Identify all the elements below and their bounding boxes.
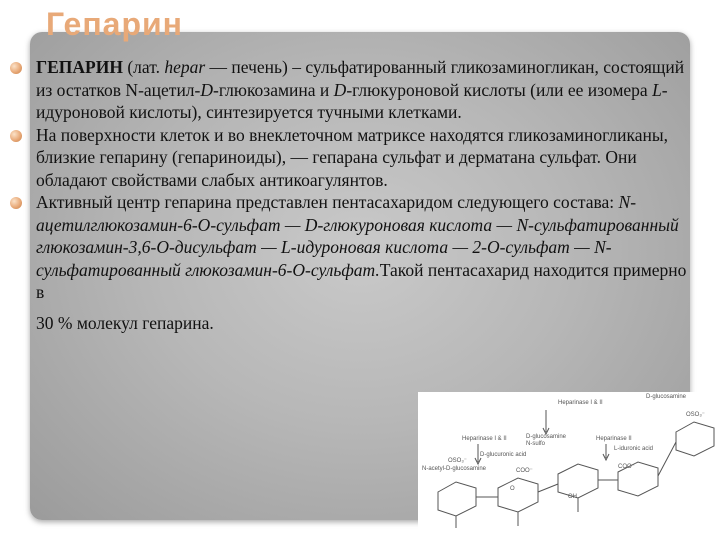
bullet-marker-icon (10, 62, 22, 74)
bullet-italic: D (333, 79, 347, 100)
label-heparinase-top: Heparinase I & II (558, 400, 603, 406)
label-oso3-2: OSO₃⁻ (686, 412, 705, 418)
label-d-glucosamine-right: D-glucosamine (646, 394, 687, 400)
slide-content (10, 48, 690, 334)
heparin-structure-image (418, 392, 720, 540)
label-oso3-1: OSO₃⁻ (448, 458, 467, 464)
sugar-ring-1 (438, 482, 476, 516)
sugar-ring-3 (558, 464, 598, 498)
slide-title: Гепарин (46, 6, 183, 42)
bond (658, 442, 676, 476)
label-n-sulfo: N-sulfo (526, 441, 546, 447)
bullet-last-line: 30 % молекул гепарина. (36, 312, 214, 333)
label-oh: OH (568, 494, 577, 500)
label-d-glucuronic: D-glucuronic acid (480, 452, 527, 458)
sugar-ring-2 (498, 478, 538, 512)
label-coo-2: COO⁻ (618, 464, 635, 470)
label-heparinase-left: Heparinase I & II (462, 436, 507, 442)
bullet-marker-icon (10, 130, 22, 142)
bullet-marker-icon (10, 197, 22, 209)
bullet-text: На поверхности клеток и во внеклеточном матриксе находятся гликозаминогликаны, близкие гепарину (гепариноиды), — гепарана сульфат и дерматана сульфат. Они обладают свойствами слабых антикоагулянтов. (36, 124, 669, 190)
bullet-text: Такой пентасахарид находится примерно в (36, 259, 687, 302)
label-l-iduronic: L-iduronic acid (614, 446, 654, 452)
heparin-structure-svg (418, 392, 720, 540)
label-n-acetyl: N-acetyl-D-glucosamine (422, 466, 487, 472)
bond (538, 484, 558, 492)
bullet-italic: hepar (164, 57, 206, 77)
label-d-glucosamine-mid: D-glucosamine (526, 434, 567, 440)
bullet-text: — печень) – сульфатированный гликозаминогликан, состоящий из остатков N-ацетил- (36, 57, 685, 100)
bullet-italic: N-ацетилглюкозамин-6-О-сульфат — D-глюкуроновая кислота — N-сульфатированный глюкозамин-3,6-О-дисульфат — L-идуроновая кислота — 2-О-сульфат — N-сульфатированный глюкозамин-6-О-сульфат. (36, 192, 679, 280)
bullet-heparin-definition (10, 56, 690, 124)
bullet-italic: L (652, 79, 662, 100)
bullet-text: (лат. (122, 57, 165, 77)
bullet-italic: D (200, 79, 214, 100)
label-coo-1: COO⁻ (516, 468, 533, 474)
bullet-heparinoids (10, 124, 690, 192)
label-o: O (510, 486, 515, 492)
sugar-ring-5 (676, 422, 714, 456)
bullet-lead-term: ГЕПАРИН (36, 57, 123, 77)
bullet-text: -глюкуроновой кислоты (или ее изомера (346, 79, 653, 100)
bullet-text: -глюкозамина и (213, 79, 334, 100)
bullet-text: Активный центр гепарина представлен пентасахаридом следующего состава: (36, 192, 619, 212)
label-heparinase-ii: Heparinase II (596, 436, 632, 442)
bullet-text: -идуроновой кислоты), синтезируется тучными клетками. (36, 79, 668, 122)
bullet-active-center (10, 191, 690, 334)
